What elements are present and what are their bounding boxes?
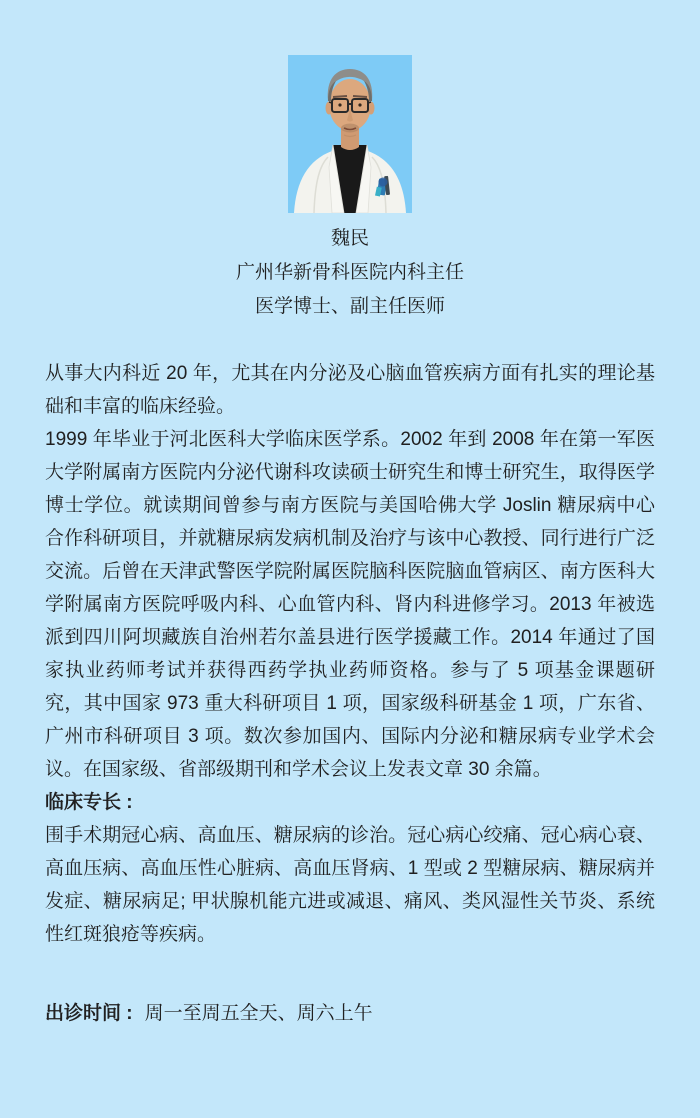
bio-paragraph-2: 1999 年毕业于河北医科大学临床医学系。2002 年到 2008 年在第一军医大学附属南方医院内分泌代谢科攻读硕士研究生和博士研究生，取得医学博士学位。就读期间曾参与南方医院与美国哈佛大学 Joslin 糖尿病中心合作科研项目，并就糖尿病发病机制及治疗与该中心教授、同行进行广泛交流。后曾在天津武警医学院附属医院脑科医院脑血管病区、南方医科大学附属南方医院呼吸内科、心血管内科、肾内科进修学习。2013 年被选派到四川阿坝藏族自治州若尔盖县进行医学援藏工作。2014 年通过了国家执业药师考试并获得西药学执业药师资格。参与了 5 项基金课题研究，其中国家 973 重大科研项目 1 项，国家级科研基金 1 项，广东省、广州市科研项目 3 项。数次参加国内、国际内分泌和糖尿病专业学术会议。在国家级、省部级期刊和学术会议上发表文章 30 余篇。: [45, 429, 655, 780]
doctor-portrait-image: [288, 55, 412, 213]
schedule-text: 周一至周五全天、周六上午: [144, 1003, 373, 1024]
bio-paragraph-1: 从事大内科近 20 年，尤其在内分泌及心脑血管疾病方面有扎实的理论基础和丰富的临床经验。: [45, 363, 655, 417]
doctor-name: 魏民: [330, 228, 369, 249]
specialty-heading: 临床专长 :: [45, 792, 133, 813]
doctor-position: 广州华新骨科医院内科主任: [235, 262, 464, 283]
schedule-line: [45, 997, 655, 1030]
profile-body: [45, 357, 655, 1030]
schedule-label: 出诊时间 :: [45, 1003, 133, 1024]
doctor-credentials: 医学博士、副主任医师: [254, 296, 445, 317]
photo-container: [0, 0, 700, 213]
profile-header: [0, 222, 700, 324]
specialty-text: 围手术期冠心病、高血压、糖尿病的诊治。冠心病心绞痛、冠心病心衰、高血压病、高血压性心脏病、高血压肾病、1 型或 2 型糖尿病、糖尿病并发症、糖尿病足; 甲状腺机能亢进或减退、痛风、类风湿性关节炎、系统性红斑狼疮等疾病。: [45, 825, 655, 945]
